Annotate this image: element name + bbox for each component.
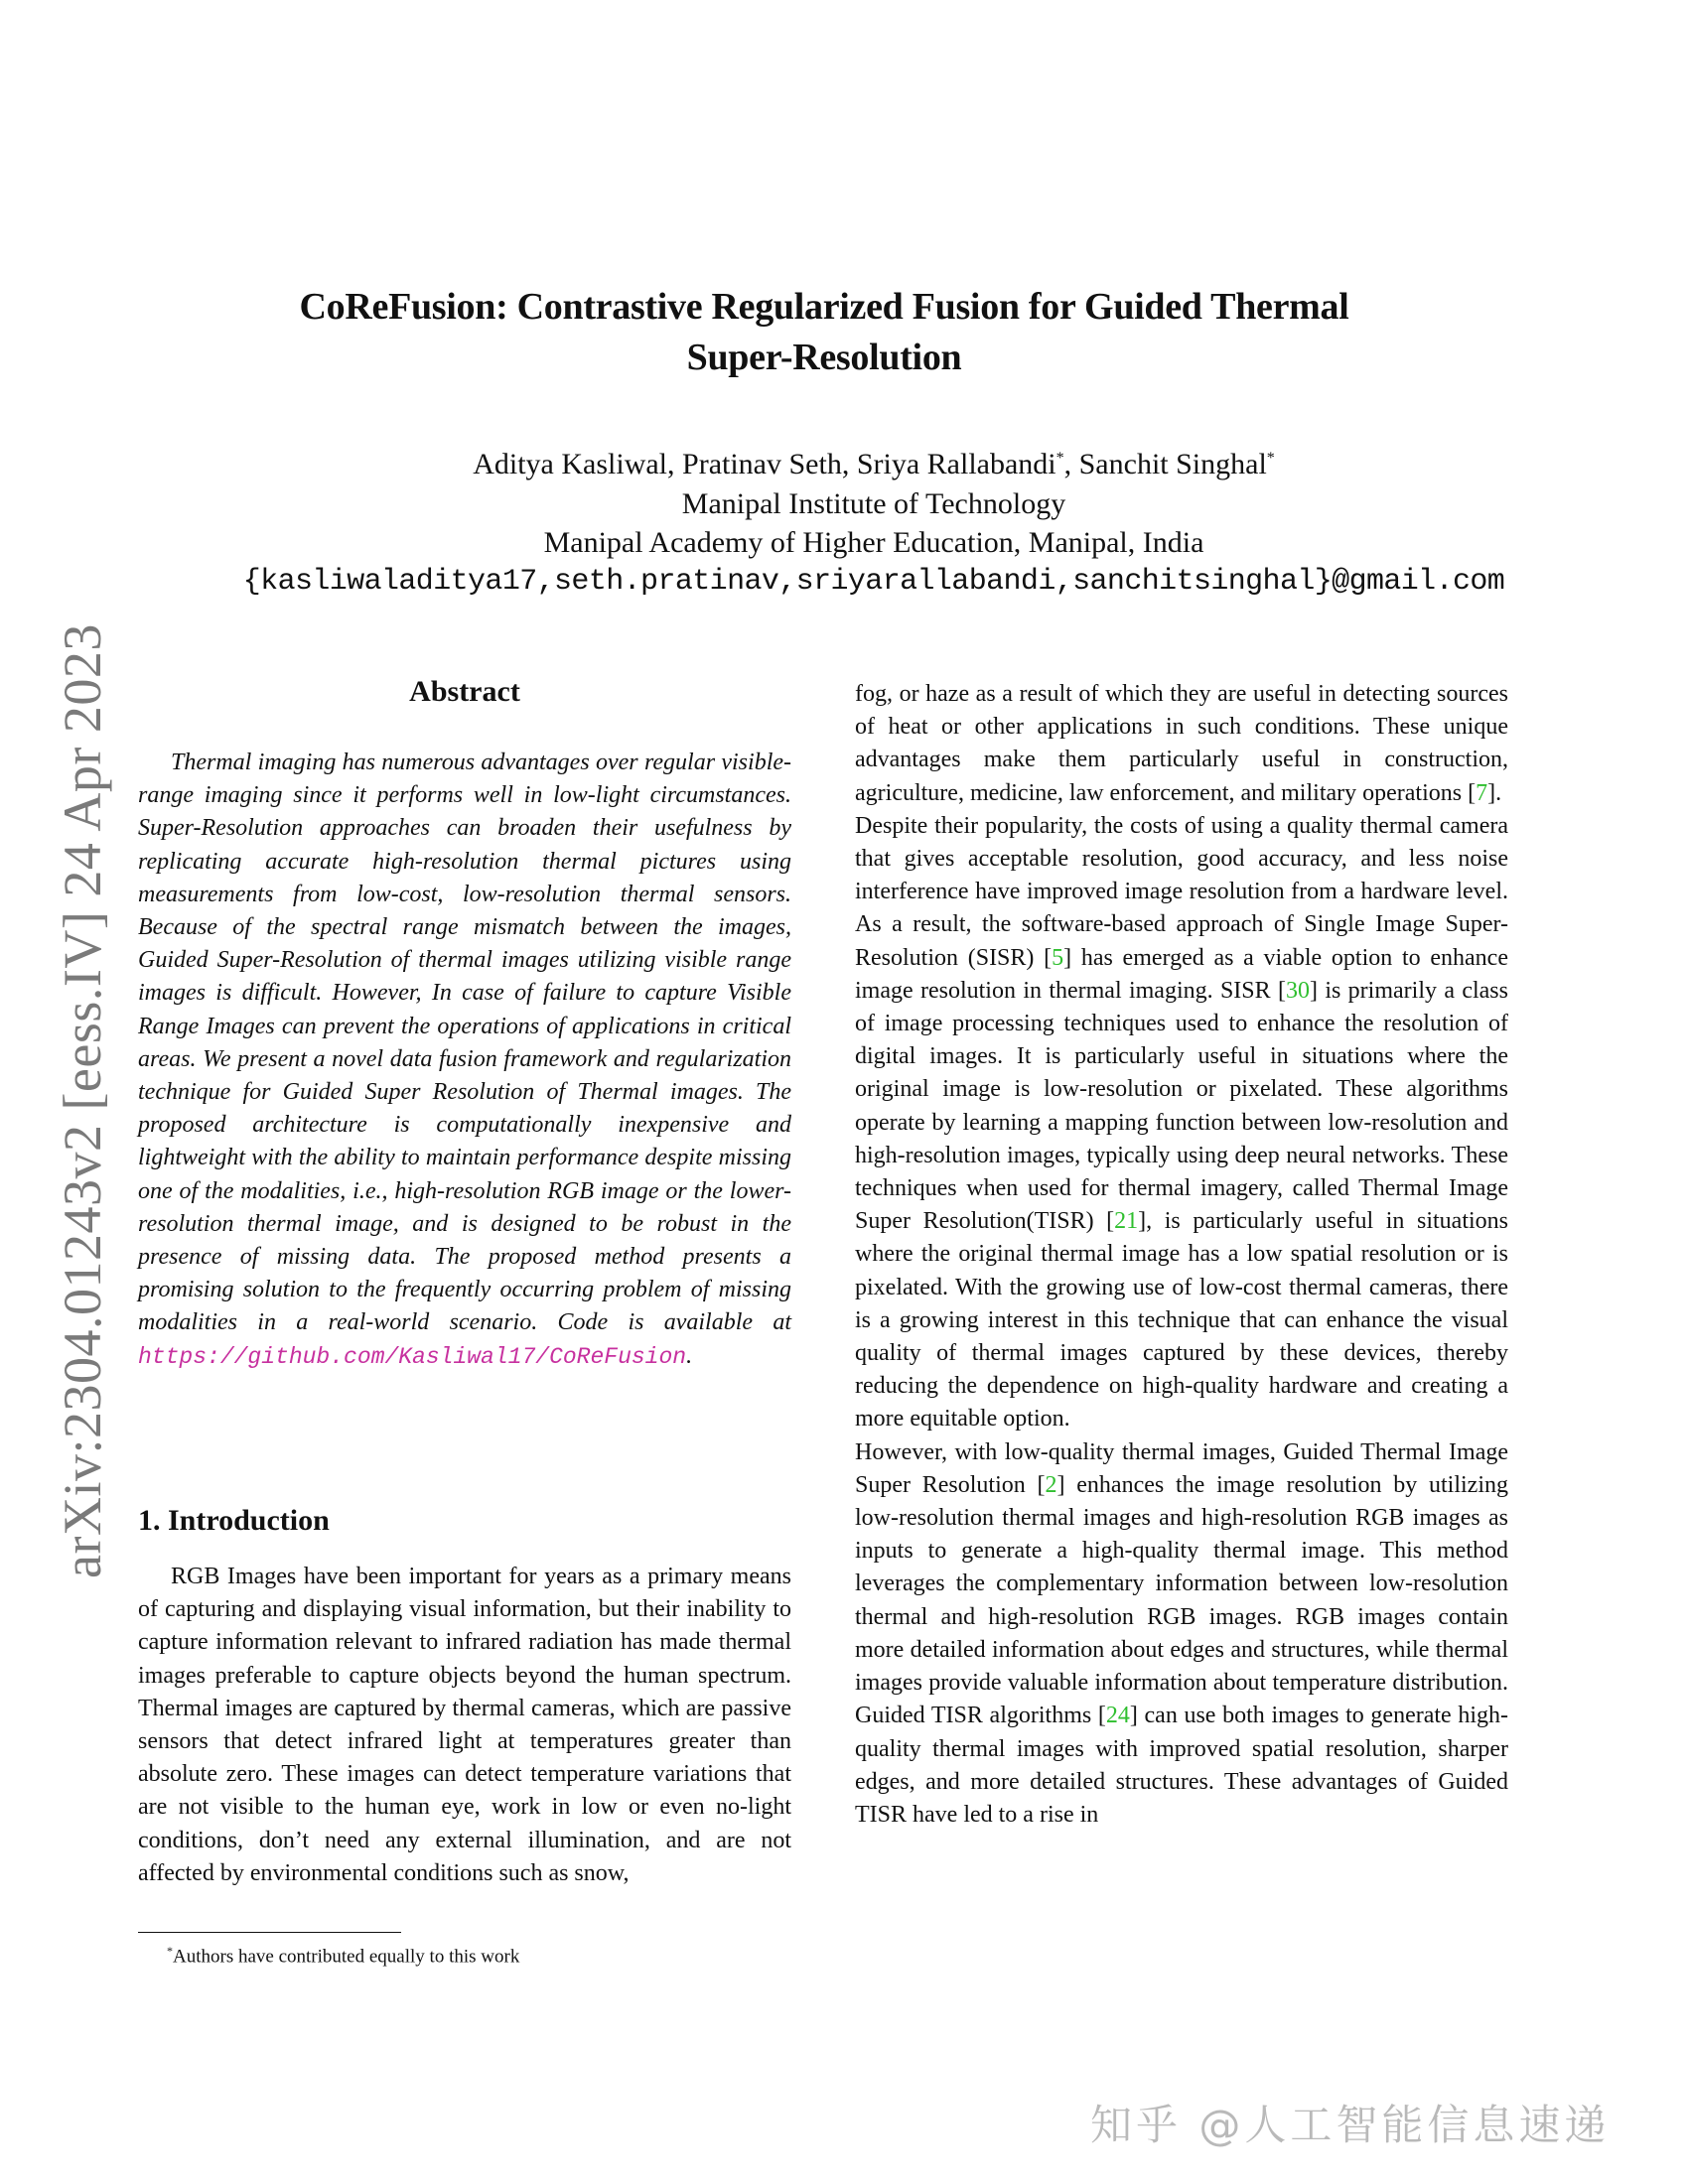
introduction-paragraph xyxy=(855,810,1508,1436)
footnote-divider xyxy=(138,1932,401,1933)
citation-link[interactable]: 30 xyxy=(1286,977,1310,1004)
section-heading-introduction: 1. Introduction xyxy=(138,1504,330,1537)
equal-contribution-mark: * xyxy=(1266,450,1275,467)
paragraph-text: ] is primarily a class of image processing techniques used to enhance the resolution of digital images. It is particularly useful in situations where the original image is low-resolution or pixelated. These algorithms operate by learning a mapping function between low-resolution and high-resolution images, typically using deep neural networks. These techniques when used for thermal imagery, called Thermal Image Super Resolution(TISR) [ xyxy=(855,977,1508,1235)
paragraph-text: ], is particularly useful in situations where the original thermal image has a low spatial resolution or is pixelated. With the growing use of low-cost thermal cameras, there is a growing interest in this technique that can enhance the visual quality of thermal images captured by these devices, thereby reducing the dependence on high-quality hardware and creating a more equitable option. xyxy=(855,1208,1509,1433)
abstract-end-punctuation: . xyxy=(686,1342,693,1369)
zhihu-watermark: 知乎 @人工智能信息速递 xyxy=(1090,2101,1611,2149)
code-repository-link[interactable]: https://github.com/Kasliwal17/CoReFusion xyxy=(138,1343,687,1370)
introduction-paragraph xyxy=(855,1436,1508,1832)
introduction-right-column xyxy=(855,678,1508,1832)
footnote-text: Authors have contributed equally to this work xyxy=(173,1946,520,1968)
author-name: Pratinav Seth, xyxy=(682,448,857,480)
paragraph-text: However, with low-quality thermal images, Guided Thermal Image Super Resolution [ xyxy=(855,1438,1508,1498)
abstract-heading: Abstract xyxy=(409,675,520,708)
citation-link[interactable]: 7 xyxy=(1476,779,1488,806)
paragraph-text: fog, or haze as a result of which they are useful in detecting sources of heat or other applications in such conditions. These unique advantages make them particularly useful in construction, agriculture, medicine, law enforcement, and military operations [ xyxy=(855,681,1508,806)
affiliation-institute: Manipal Institute of Technology xyxy=(681,486,1066,520)
affiliation-academy: Manipal Academy of Higher Education, Manipal, India xyxy=(543,526,1204,559)
paper-title-line-2: Super-Resolution xyxy=(686,337,962,378)
abstract-body-text: Thermal imaging has numerous advantages over regular visible-range imaging since it performs well in low-light circumstances. Super-Resolution approaches can broaden their usefulness by replicating accurate high-resolution thermal pictures using measurements from low-cost, low-resolution thermal sensors. Because of the spectral range mismatch between the images, Guided Super-Resolution of thermal images utilizing visible range images is difficult. However, In case of failure to capture Visible Range Images can prevent the operations of applications in critical areas. We present a novel data fusion framework and regularization technique for Guided Super Resolution of Thermal images. The proposed architecture is computationally inexpensive and lightweight with the ability to maintain performance despite missing one of the modalities, i.e., high-resolution RGB image or the lower-resolution thermal image, and is designed to be robust in the presence of missing data. The proposed method presents a promising solution to the frequently occurring problem of missing modalities in a real-world scenario. Code is available at xyxy=(138,750,791,1336)
paragraph-text: ]. xyxy=(1487,779,1502,806)
footnote-mark: * xyxy=(167,1944,173,1958)
paragraph-text: ] enhances the image resolution by utilizing low-resolution thermal images and high-resolution RGB images as inputs to generate a high-quality thermal image. This method leverages the complementary information between low-resolution thermal and high-resolution RGB images. RGB images contain more detailed information about edges and structures, while thermal images provide valuable information about temperature distribution. Guided TISR algorithms [ xyxy=(855,1471,1508,1729)
introduction-paragraph-left: RGB Images have been important for years as a primary means of capturing and displaying visual information, but their inability to capture information relevant to infrared radiation has made thermal images preferable to capture objects beyond the human spectrum. Thermal images are captured by thermal cameras, which are passive sensors that detect infrared light at temperatures greater than absolute zero. These images can detect temperature variations that are not visible to the human eye, work in low or even no-light conditions, don’t need any external illumination, and are not affected by environmental conditions such as snow, xyxy=(138,1564,791,1886)
footnote xyxy=(138,1944,519,1968)
author-name: Sriya Rallabandi xyxy=(856,448,1056,480)
abstract-text xyxy=(138,747,791,1374)
citation-link[interactable]: 5 xyxy=(1052,944,1064,971)
citation-link[interactable]: 24 xyxy=(1105,1703,1130,1729)
equal-contribution-mark: * xyxy=(1055,450,1064,467)
introduction-paragraph xyxy=(855,678,1508,810)
arxiv-identifier-stamp: arXiv:2304.01243v2 [eess.IV] 24 Apr 2023 xyxy=(53,623,112,1578)
citation-link[interactable]: 2 xyxy=(1045,1471,1057,1498)
author-emails: {kasliwaladitya17,seth.pratinav,sriyarallabandi,sanchitsinghal}@gmail.com xyxy=(242,564,1505,599)
paragraph-text: Despite their popularity, the costs of using a quality thermal camera that gives acceptable resolution, good accuracy, and less noise interference have improved image resolution from a hardware level. As a result, the software-based approach of Single Image Super-Resolution (SISR) [ xyxy=(855,812,1508,971)
author-block xyxy=(139,445,1609,602)
paragraph-text: ] has emerged as a viable option to enhance image resolution in thermal imaging. SISR [ xyxy=(855,944,1508,1004)
paper-title-line-1: CoReFusion: Contrastive Regularized Fusion for Guided Thermal xyxy=(299,286,1349,328)
paper-title xyxy=(199,282,1450,383)
author-name: Aditya Kasliwal, xyxy=(473,448,683,480)
paragraph-text: ] can use both images to generate high-quality thermal images with improved spatial resolution, sharper edges, and more detailed structures. These advantages of Guided TISR have led to a rise in xyxy=(855,1703,1508,1828)
citation-link[interactable]: 21 xyxy=(1114,1208,1139,1235)
author-name: Sanchit Singhal xyxy=(1078,448,1267,480)
author-list xyxy=(139,445,1609,484)
author-separator: , xyxy=(1063,448,1079,480)
